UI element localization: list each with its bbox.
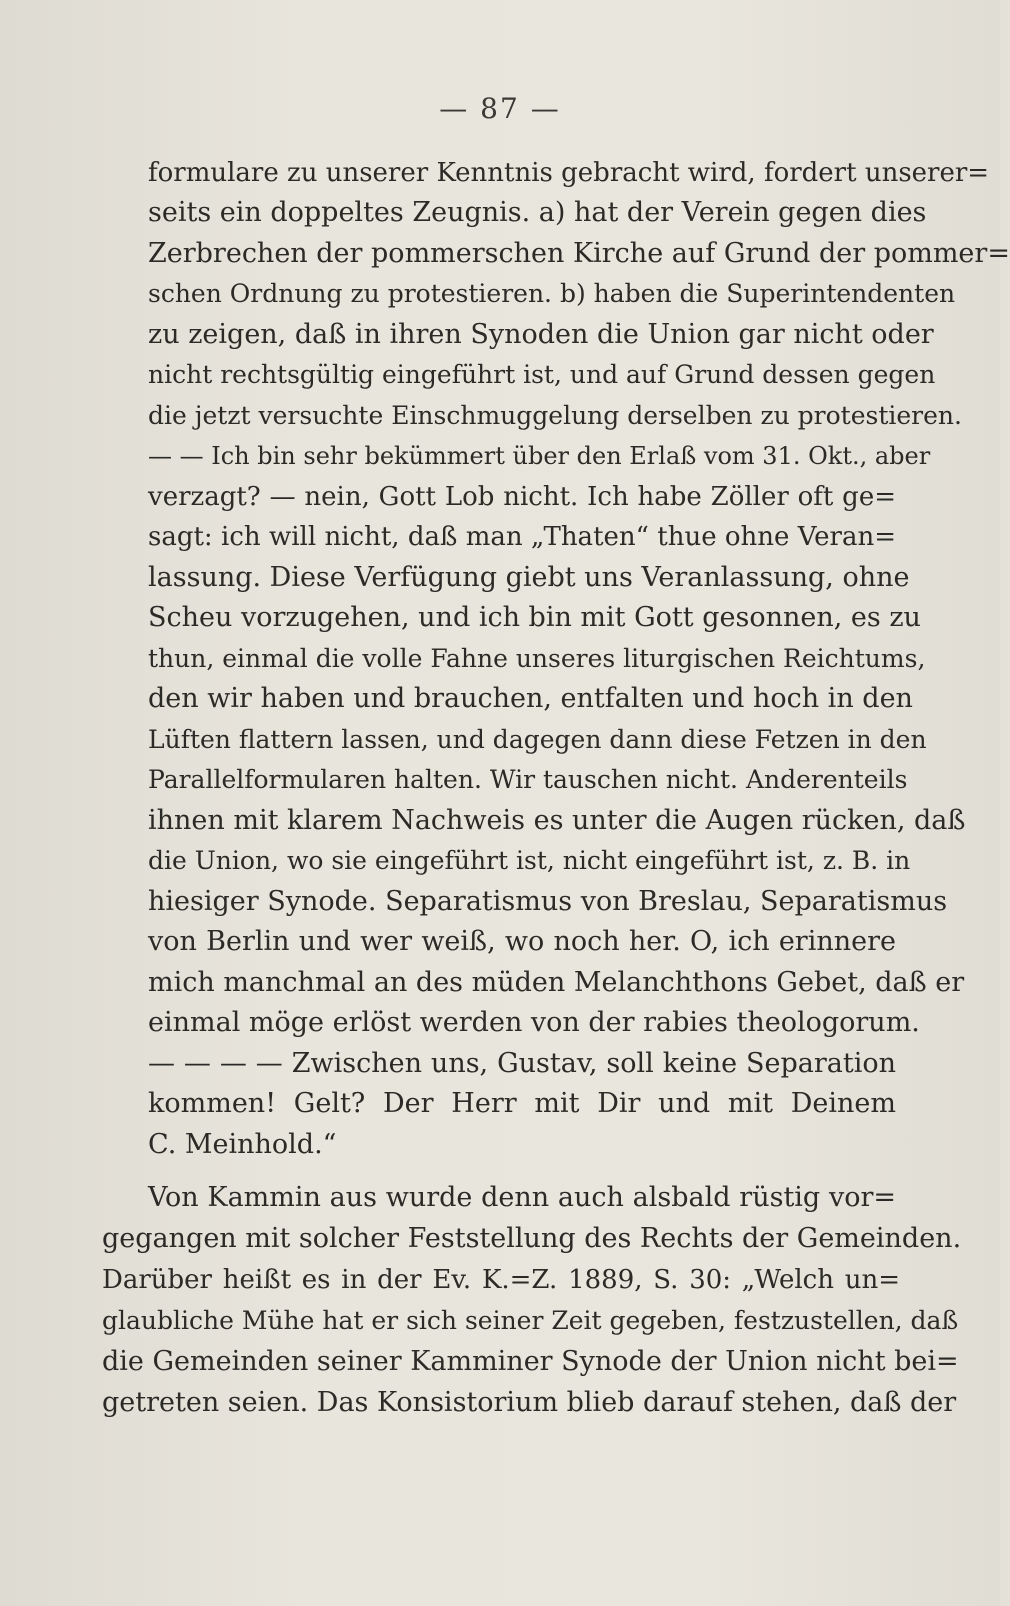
text-line: nicht rechtsgültig eingeführt ist, und auf Grund dessen gegen [148, 360, 936, 389]
text-line: seits ein doppeltes Zeugnis. a) hat der Verein gegen dies [148, 197, 927, 228]
text-line: C. Meinhold.“ [148, 1129, 337, 1160]
text-line: zu zeigen, daß in ihren Synoden die Union gar nicht oder [148, 319, 934, 350]
text-line: sagt: ich will nicht, daß man „Thaten“ thue ohne Veran= [148, 522, 896, 552]
text-line: schen Ordnung zu protestieren. b) haben die Superintendenten [148, 279, 956, 308]
text-line: thun, einmal die volle Fahne unseres liturgischen Reichtums, [148, 644, 926, 673]
text-line: mich manchmal an des müden Melanchthons Gebet, daß er [148, 967, 965, 998]
text-line: ihnen mit klarem Nachweis es unter die Augen rücken, daß [148, 805, 966, 836]
text-line: verzagt? — nein, Gott Lob nicht. Ich habe Zöller oft ge= [148, 482, 896, 512]
text-line: Von Kammin aus wurde denn auch alsbald rüstig vor= [148, 1182, 896, 1213]
text-line: Zerbrechen der pommerschen Kirche auf Grund der pommer= [148, 238, 1010, 269]
text-line: die jetzt versuchte Einschmuggelung derselben zu protestieren. [148, 401, 962, 430]
text-line: formulare zu unserer Kenntnis gebracht wird, fordert unserer= [148, 158, 990, 188]
text-line: die Gemeinden seiner Kamminer Synode der Union nicht bei= [102, 1346, 959, 1377]
text-line: gegangen mit solcher Feststellung des Rechts der Gemeinden. [102, 1223, 962, 1254]
text-line: Scheu vorzugehen, und ich bin mit Gott gesonnen, es zu [148, 602, 921, 633]
text-line: — — Ich bin sehr bekümmert über den Erlaß vom 31. Okt., aber [148, 442, 931, 470]
text-line: glaubliche Mühe hat er sich seiner Zeit gegeben, festzustellen, daß [102, 1306, 959, 1335]
text-line: — — — — Zwischen uns, Gustav, soll keine Separation [148, 1048, 896, 1079]
text-line: einmal möge erlöst werden von der rabies theologorum. [148, 1007, 920, 1038]
text-line: hiesiger Synode. Separatismus von Breslau, Separatismus [148, 886, 948, 917]
text-line: lassung. Diese Verfügung giebt uns Veranlassung, ohne [148, 562, 910, 593]
text-line: den wir haben und brauchen, entfalten und hoch in den [148, 683, 913, 714]
text-line: Lüften flattern lassen, und dagegen dann diese Fetzen in den [148, 725, 927, 754]
page-number: — 87 — [439, 92, 561, 125]
text-line: Darüber heißt es in der Ev. K.=Z. 1889, S. 30: „Welch un= [102, 1265, 900, 1295]
text-line: kommen! Gelt? Der Herr mit Dir und mit Deinem [148, 1088, 896, 1119]
text-line: Parallelformularen halten. Wir tauschen nicht. Anderenteils [148, 765, 908, 794]
text-line: von Berlin und wer weiß, wo noch her. O, ich erinnere [148, 926, 896, 957]
text-line: die Union, wo sie eingeführt ist, nicht eingeführt ist, z. B. in [148, 846, 911, 875]
text-line: getreten seien. Das Konsistorium blieb darauf stehen, daß der [102, 1387, 957, 1418]
